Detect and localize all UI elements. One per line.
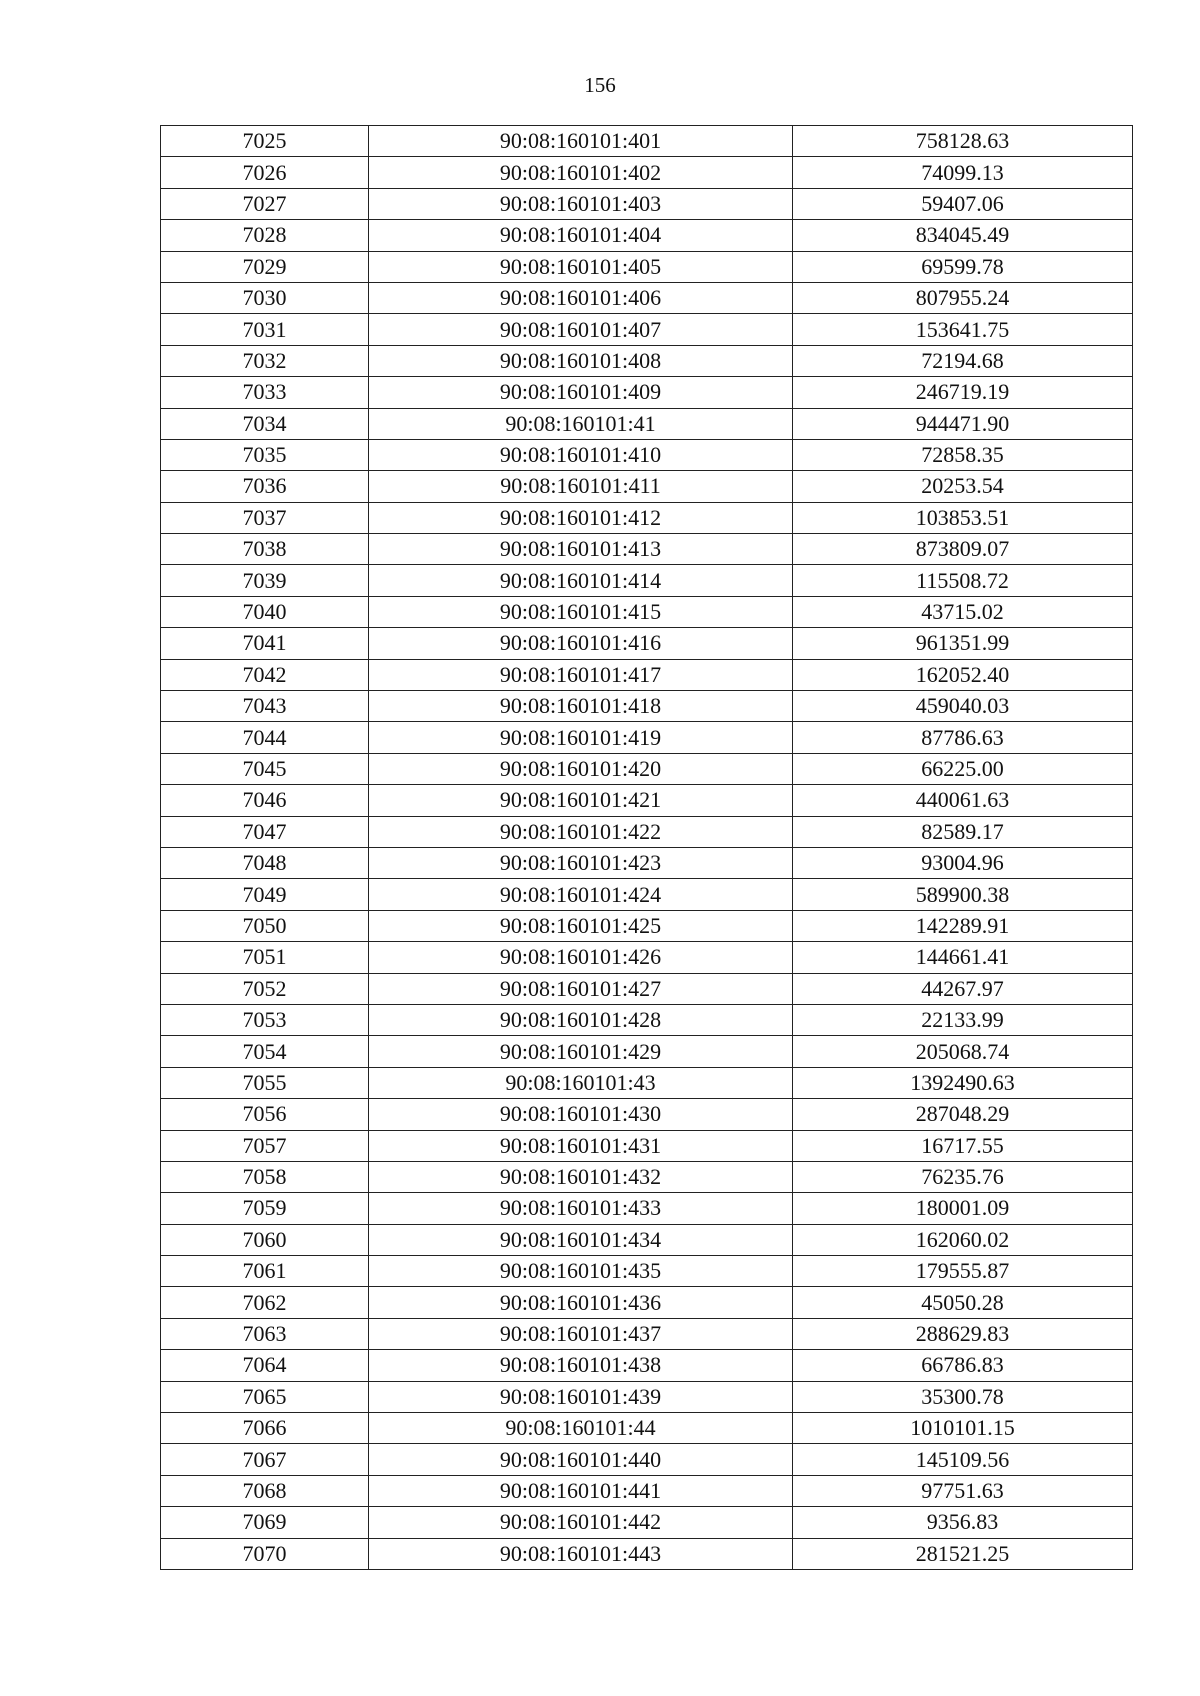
value-cell: 142289.91	[793, 910, 1133, 941]
row-number-cell: 7066	[161, 1413, 369, 1444]
cadastral-number-cell: 90:08:160101:413	[369, 534, 793, 565]
value-cell: 180001.09	[793, 1193, 1133, 1224]
cadastral-number-cell: 90:08:160101:411	[369, 471, 793, 502]
row-number-cell: 7039	[161, 565, 369, 596]
table-row	[161, 596, 1133, 627]
value-cell: 43715.02	[793, 596, 1133, 627]
table-row	[161, 314, 1133, 345]
row-number-cell: 7069	[161, 1507, 369, 1538]
row-number-cell: 7029	[161, 251, 369, 282]
value-cell: 288629.83	[793, 1318, 1133, 1349]
table-row	[161, 1036, 1133, 1067]
value-cell: 807955.24	[793, 282, 1133, 313]
table-row	[161, 1067, 1133, 1098]
cadastral-number-cell: 90:08:160101:434	[369, 1224, 793, 1255]
table-row	[161, 1318, 1133, 1349]
cadastral-number-cell: 90:08:160101:423	[369, 847, 793, 878]
row-number-cell: 7063	[161, 1318, 369, 1349]
value-cell: 66786.83	[793, 1350, 1133, 1381]
cadastral-number-cell: 90:08:160101:430	[369, 1099, 793, 1130]
cadastral-number-cell: 90:08:160101:429	[369, 1036, 793, 1067]
row-number-cell: 7046	[161, 785, 369, 816]
table-row	[161, 785, 1133, 816]
value-cell: 144661.41	[793, 942, 1133, 973]
value-cell: 97751.63	[793, 1475, 1133, 1506]
row-number-cell: 7044	[161, 722, 369, 753]
table-row	[161, 1224, 1133, 1255]
row-number-cell: 7052	[161, 973, 369, 1004]
table-row	[161, 1130, 1133, 1161]
cadastral-number-cell: 90:08:160101:427	[369, 973, 793, 1004]
table-row	[161, 1193, 1133, 1224]
value-cell: 20253.54	[793, 471, 1133, 502]
cadastral-number-cell: 90:08:160101:425	[369, 910, 793, 941]
row-number-cell: 7042	[161, 659, 369, 690]
table-row	[161, 377, 1133, 408]
value-cell: 93004.96	[793, 847, 1133, 878]
table-row	[161, 628, 1133, 659]
row-number-cell: 7054	[161, 1036, 369, 1067]
table-row	[161, 251, 1133, 282]
value-cell: 74099.13	[793, 157, 1133, 188]
cadastral-number-cell: 90:08:160101:410	[369, 439, 793, 470]
row-number-cell: 7047	[161, 816, 369, 847]
table-body	[161, 126, 1133, 1570]
value-cell: 35300.78	[793, 1381, 1133, 1412]
cadastral-number-cell: 90:08:160101:440	[369, 1444, 793, 1475]
cadastral-table	[160, 125, 1133, 1570]
table-row	[161, 220, 1133, 251]
cadastral-number-cell: 90:08:160101:415	[369, 596, 793, 627]
cadastral-number-cell: 90:08:160101:442	[369, 1507, 793, 1538]
value-cell: 22133.99	[793, 1004, 1133, 1035]
table-row	[161, 408, 1133, 439]
page-number: 156	[584, 73, 616, 97]
table-row	[161, 1381, 1133, 1412]
cadastral-number-cell: 90:08:160101:409	[369, 377, 793, 408]
value-cell: 162052.40	[793, 659, 1133, 690]
table-row	[161, 722, 1133, 753]
row-number-cell: 7057	[161, 1130, 369, 1161]
value-cell: 59407.06	[793, 188, 1133, 219]
row-number-cell: 7060	[161, 1224, 369, 1255]
cadastral-number-cell: 90:08:160101:41	[369, 408, 793, 439]
table-row	[161, 1507, 1133, 1538]
cadastral-number-cell: 90:08:160101:433	[369, 1193, 793, 1224]
table-row	[161, 502, 1133, 533]
table-row	[161, 157, 1133, 188]
row-number-cell: 7059	[161, 1193, 369, 1224]
value-cell: 758128.63	[793, 126, 1133, 157]
table-row	[161, 1413, 1133, 1444]
table-row	[161, 1538, 1133, 1569]
cadastral-number-cell: 90:08:160101:441	[369, 1475, 793, 1506]
table-row	[161, 691, 1133, 722]
row-number-cell: 7027	[161, 188, 369, 219]
value-cell: 76235.76	[793, 1161, 1133, 1192]
cadastral-number-cell: 90:08:160101:402	[369, 157, 793, 188]
row-number-cell: 7034	[161, 408, 369, 439]
row-number-cell: 7043	[161, 691, 369, 722]
cadastral-number-cell: 90:08:160101:426	[369, 942, 793, 973]
row-number-cell: 7026	[161, 157, 369, 188]
table-row	[161, 1099, 1133, 1130]
cadastral-number-cell: 90:08:160101:414	[369, 565, 793, 596]
value-cell: 9356.83	[793, 1507, 1133, 1538]
cadastral-number-cell: 90:08:160101:431	[369, 1130, 793, 1161]
row-number-cell: 7045	[161, 753, 369, 784]
row-number-cell: 7058	[161, 1161, 369, 1192]
row-number-cell: 7065	[161, 1381, 369, 1412]
value-cell: 459040.03	[793, 691, 1133, 722]
cadastral-number-cell: 90:08:160101:405	[369, 251, 793, 282]
table-row	[161, 188, 1133, 219]
value-cell: 1392490.63	[793, 1067, 1133, 1098]
row-number-cell: 7038	[161, 534, 369, 565]
value-cell: 72858.35	[793, 439, 1133, 470]
table-row	[161, 439, 1133, 470]
cadastral-number-cell: 90:08:160101:435	[369, 1256, 793, 1287]
value-cell: 287048.29	[793, 1099, 1133, 1130]
cadastral-number-cell: 90:08:160101:439	[369, 1381, 793, 1412]
table-row	[161, 1004, 1133, 1035]
cadastral-number-cell: 90:08:160101:420	[369, 753, 793, 784]
value-cell: 16717.55	[793, 1130, 1133, 1161]
row-number-cell: 7055	[161, 1067, 369, 1098]
row-number-cell: 7050	[161, 910, 369, 941]
value-cell: 145109.56	[793, 1444, 1133, 1475]
cadastral-number-cell: 90:08:160101:401	[369, 126, 793, 157]
value-cell: 69599.78	[793, 251, 1133, 282]
value-cell: 944471.90	[793, 408, 1133, 439]
cadastral-number-cell: 90:08:160101:422	[369, 816, 793, 847]
value-cell: 162060.02	[793, 1224, 1133, 1255]
row-number-cell: 7031	[161, 314, 369, 345]
cadastral-number-cell: 90:08:160101:438	[369, 1350, 793, 1381]
cadastral-number-cell: 90:08:160101:416	[369, 628, 793, 659]
value-cell: 205068.74	[793, 1036, 1133, 1067]
value-cell: 246719.19	[793, 377, 1133, 408]
value-cell: 87786.63	[793, 722, 1133, 753]
table-row	[161, 345, 1133, 376]
table-row	[161, 1256, 1133, 1287]
row-number-cell: 7028	[161, 220, 369, 251]
cadastral-number-cell: 90:08:160101:44	[369, 1413, 793, 1444]
table-row	[161, 1444, 1133, 1475]
row-number-cell: 7062	[161, 1287, 369, 1318]
row-number-cell: 7037	[161, 502, 369, 533]
cadastral-number-cell: 90:08:160101:436	[369, 1287, 793, 1318]
row-number-cell: 7032	[161, 345, 369, 376]
row-number-cell: 7049	[161, 879, 369, 910]
row-number-cell: 7030	[161, 282, 369, 313]
cadastral-number-cell: 90:08:160101:43	[369, 1067, 793, 1098]
table-row	[161, 973, 1133, 1004]
table-row	[161, 753, 1133, 784]
value-cell: 103853.51	[793, 502, 1133, 533]
table-row	[161, 126, 1133, 157]
table-row	[161, 1350, 1133, 1381]
value-cell: 440061.63	[793, 785, 1133, 816]
row-number-cell: 7033	[161, 377, 369, 408]
row-number-cell: 7040	[161, 596, 369, 627]
table-row	[161, 471, 1133, 502]
cadastral-number-cell: 90:08:160101:418	[369, 691, 793, 722]
row-number-cell: 7041	[161, 628, 369, 659]
table-row	[161, 1161, 1133, 1192]
value-cell: 66225.00	[793, 753, 1133, 784]
table-row	[161, 1475, 1133, 1506]
table-row	[161, 659, 1133, 690]
table-row	[161, 910, 1133, 941]
table-row	[161, 282, 1133, 313]
cadastral-number-cell: 90:08:160101:428	[369, 1004, 793, 1035]
row-number-cell: 7070	[161, 1538, 369, 1569]
cadastral-number-cell: 90:08:160101:421	[369, 785, 793, 816]
row-number-cell: 7061	[161, 1256, 369, 1287]
row-number-cell: 7056	[161, 1099, 369, 1130]
value-cell: 179555.87	[793, 1256, 1133, 1287]
value-cell: 834045.49	[793, 220, 1133, 251]
row-number-cell: 7053	[161, 1004, 369, 1035]
row-number-cell: 7048	[161, 847, 369, 878]
row-number-cell: 7067	[161, 1444, 369, 1475]
cadastral-number-cell: 90:08:160101:424	[369, 879, 793, 910]
cadastral-number-cell: 90:08:160101:432	[369, 1161, 793, 1192]
value-cell: 281521.25	[793, 1538, 1133, 1569]
cadastral-number-cell: 90:08:160101:417	[369, 659, 793, 690]
row-number-cell: 7036	[161, 471, 369, 502]
value-cell: 82589.17	[793, 816, 1133, 847]
row-number-cell: 7068	[161, 1475, 369, 1506]
value-cell: 873809.07	[793, 534, 1133, 565]
row-number-cell: 7035	[161, 439, 369, 470]
value-cell: 45050.28	[793, 1287, 1133, 1318]
table-row	[161, 847, 1133, 878]
cadastral-number-cell: 90:08:160101:408	[369, 345, 793, 376]
table-row	[161, 816, 1133, 847]
row-number-cell: 7051	[161, 942, 369, 973]
value-cell: 44267.97	[793, 973, 1133, 1004]
value-cell: 115508.72	[793, 565, 1133, 596]
value-cell: 961351.99	[793, 628, 1133, 659]
value-cell: 72194.68	[793, 345, 1133, 376]
cadastral-number-cell: 90:08:160101:407	[369, 314, 793, 345]
table-row	[161, 565, 1133, 596]
cadastral-number-cell: 90:08:160101:412	[369, 502, 793, 533]
cadastral-number-cell: 90:08:160101:406	[369, 282, 793, 313]
table-row	[161, 1287, 1133, 1318]
cadastral-number-cell: 90:08:160101:403	[369, 188, 793, 219]
table-row	[161, 942, 1133, 973]
cadastral-number-cell: 90:08:160101:419	[369, 722, 793, 753]
table-row	[161, 879, 1133, 910]
value-cell: 589900.38	[793, 879, 1133, 910]
row-number-cell: 7025	[161, 126, 369, 157]
value-cell: 153641.75	[793, 314, 1133, 345]
cadastral-number-cell: 90:08:160101:404	[369, 220, 793, 251]
row-number-cell: 7064	[161, 1350, 369, 1381]
cadastral-number-cell: 90:08:160101:443	[369, 1538, 793, 1569]
table-row	[161, 534, 1133, 565]
cadastral-number-cell: 90:08:160101:437	[369, 1318, 793, 1349]
value-cell: 1010101.15	[793, 1413, 1133, 1444]
